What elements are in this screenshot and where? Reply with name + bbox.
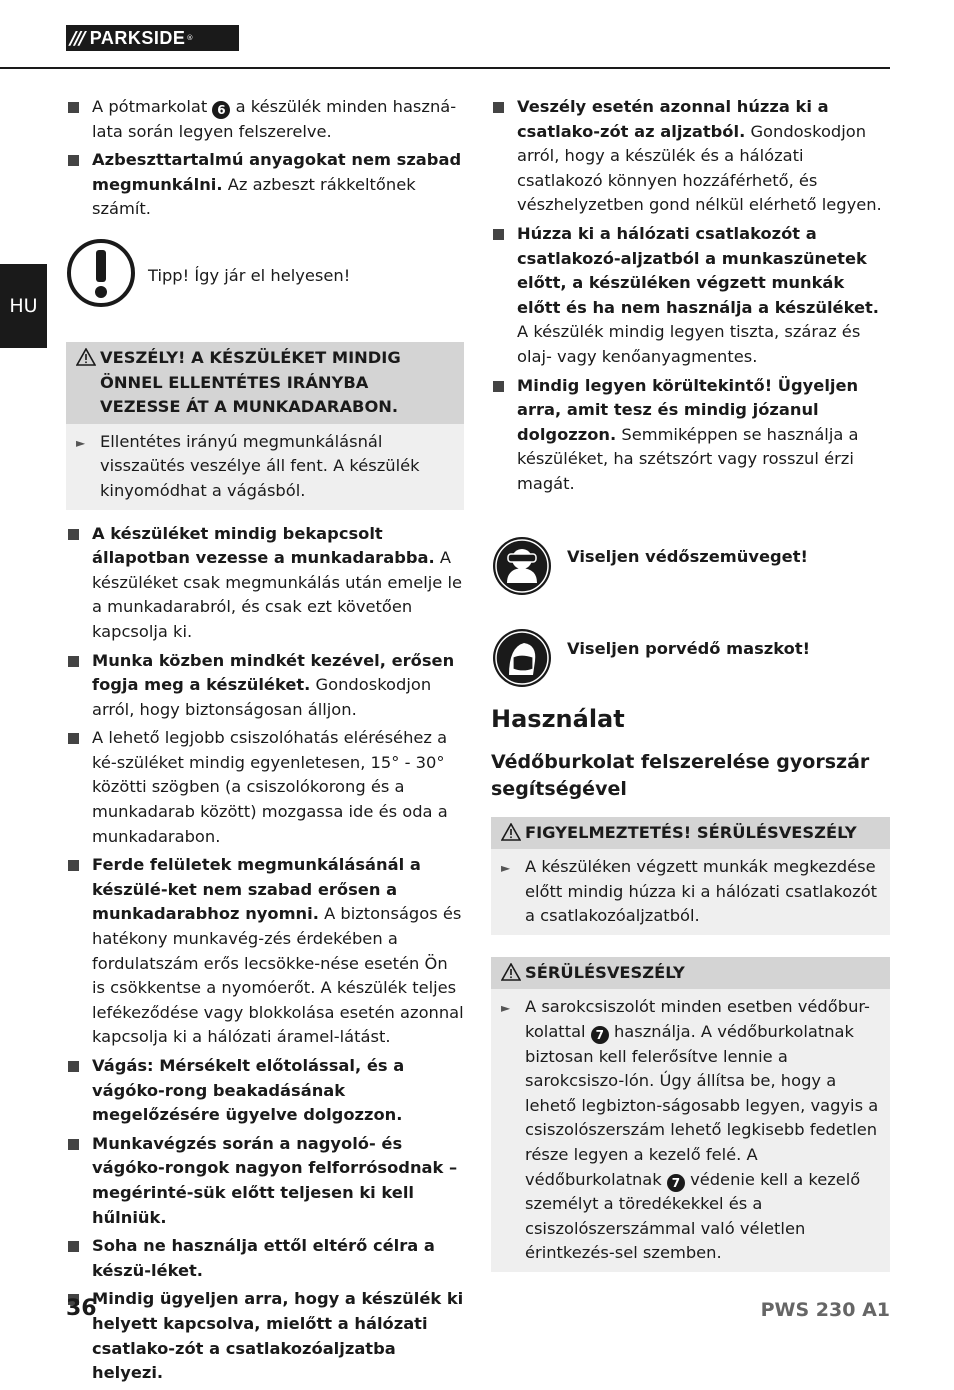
square-bullet-icon <box>68 102 79 113</box>
brand-logo <box>66 25 239 51</box>
list-item: Azbeszttartalmú anyagokat nem szabad megmunkálni. Az azbeszt rákkeltőnek számít. <box>66 148 464 222</box>
warning-body: ► Ellentétes irányú megmunkálásnál visszaütés veszélye áll fent. A készülék kinyomódhat a vágásból. <box>76 431 420 500</box>
warning-box <box>66 342 464 510</box>
warning-box <box>491 817 890 935</box>
square-bullet-icon <box>68 529 79 540</box>
tip-note <box>66 238 464 328</box>
sign-mask-label: Viseljen porvédő maszkot! <box>567 638 811 658</box>
warning-triangle-icon <box>76 348 96 366</box>
logo-slashes: /// <box>70 27 84 49</box>
list-item: Vágás: Mérsékelt előtolással, és a vágóko-rong beakadásának megelőzésére ügyelve dolgozzon. <box>66 1054 464 1128</box>
subsection-title: Védőburkolat felszerelése gyorszár segítségével <box>491 750 870 800</box>
list-item: Veszély esetén azonnal húzza ki a csatlako-zót az aljzatból. Gondoskodjon arról, hogy a készülék és a hálózati csatlakozó könnyen hozzáférhető, és vészhelyzetben gond nélkül elérhető legyen. <box>491 95 890 218</box>
page-number: 36 <box>66 1296 97 1321</box>
safety-goggles-icon <box>491 535 553 597</box>
list-item: Ferde felületek megmunkálásánál a készülé-ket nem szabad erősen a munkadarabhoz nyomni. A biztonságos és hatékony munkavég-zés érdekében a fordulatszám erős lecsökke-nése esetén Ön is csökkentse a nyomóerőt. A készülék teljes lefékeződése vagy blokkolása esetén azonnal kapcsolja ki a hálózati áramel-látást. <box>66 853 464 1050</box>
arrow-right-icon: ► <box>501 861 511 876</box>
list-item: Mindig legyen körültekintő! Ügyeljen arra, amit tesz és mindig józanul dolgozzon. Semmiképpen se használja a készüléket, ha szétszórt vagy rosszul érzi magát. <box>491 374 890 497</box>
list-item: A készüléket mindig bekapcsolt állapotban vezesse a munkadarabba. A készüléket csak megmunkálás után emelje le a munkadarabról, és csak ezt követően kapcsolja ki. <box>66 522 464 645</box>
square-bullet-icon <box>68 155 79 166</box>
arrow-right-icon: ► <box>76 435 86 450</box>
safety-sign-goggles <box>491 535 890 597</box>
square-bullet-icon <box>493 229 504 240</box>
square-bullet-icon <box>68 860 79 871</box>
list-item: A pótmarkolat 6 a készülék minden haszná-lata során legyen felszerelve. <box>66 95 464 144</box>
callout-number-icon: 7 <box>667 1174 685 1192</box>
square-bullet-icon <box>493 381 504 392</box>
square-bullet-icon <box>68 656 79 667</box>
tip-text: Tipp! Így jár el helyesen! <box>148 265 351 285</box>
header-rule <box>0 67 890 69</box>
callout-number-icon: 7 <box>591 1026 609 1044</box>
list-item: A lehető legjobb csiszolóhatás eléréséhez a ké-szüléket mindig egyenletesen, 15° - 30° közötti szögben (a csiszolókorong és a munkadarab között) mozgassa ide és oda a munkadarabon. <box>66 726 464 849</box>
list-item: Húzza ki a hálózati csatlakozót a csatlakozó-aljzatból a munkaszünetek előtt, a készüléken végzett munkák előtt és ha nem használja a készüléket. A készülék mindig legyen tiszta, száraz és olaj- vagy kenőanyagmentes. <box>491 222 890 370</box>
warning-heading: FIGYELMEZTETÉS! SÉRÜLÉSVESZÉLY <box>491 817 890 850</box>
logo-registered-mark: ® <box>186 34 194 42</box>
list-item: Munka közben mindkét kezével, erősen fogja meg a készüléket. Gondoskodjon arról, hogy biztonságosan álljon. <box>66 649 464 723</box>
exclamation-circle-icon <box>66 238 136 308</box>
warning-triangle-icon <box>501 823 521 841</box>
model-name: PWS 230 A1 <box>760 1299 890 1321</box>
safety-sign-mask <box>491 627 890 689</box>
list-item: Mindig ügyeljen arra, hogy a készülék ki helyett kapcsolva, mielőtt a hálózati csatlako-zót a csatlakozóaljzatba helyezi. <box>66 1287 464 1385</box>
warning-triangle-icon <box>501 963 521 981</box>
right-column <box>491 95 890 1284</box>
square-bullet-icon <box>68 1061 79 1072</box>
warning-heading: VESZÉLY! A KÉSZÜLÉKET MINDIG ÖNNEL ELLENTÉTES IRÁNYBA VEZESSE ÁT A MUNKADARABON. <box>66 342 464 424</box>
square-bullet-icon <box>68 1241 79 1252</box>
list-item: Munkavégzés során a nagyoló- és vágóko-rongok nagyon felforrósodnak – megérinté-sük előtt teljesen ki kell hűlniük. <box>66 1132 464 1230</box>
dust-mask-icon <box>491 627 553 689</box>
warning-body: ► A készüléken végzett munkák megkezdése előtt mindig húzza ki a hálózati csatlakozót a csatlakozóaljzatból. <box>501 857 878 926</box>
section-title: Használat <box>491 704 625 733</box>
sign-goggles-label: Viseljen védőszemüveget! <box>567 546 808 566</box>
square-bullet-icon <box>493 102 504 113</box>
warning-heading: SÉRÜLÉSVESZÉLY <box>491 957 890 990</box>
arrow-right-icon: ► <box>501 1001 511 1016</box>
callout-number-icon: 6 <box>212 101 230 119</box>
square-bullet-icon <box>68 733 79 744</box>
warning-body: ► A sarokcsiszolót minden esetben védőbur-kolattal 7 használja. A védőburkolatnak biztosan kell felerősítve lennie a sarokcsiszo-lón. Úgy állítsa be, hogy a lehető legbizton-ságosabb legyen, vagyis a csiszolószerszám lehető legkisebb fedetlen része legyen a kezelő felé. A védőburkolatnak 7 védenie kell a kezelő személyt a töredékekkel és a csiszolószerszámmal való véletlen érintkezés-sel szemben. <box>501 997 879 1263</box>
logo-text: PARKSIDE <box>89 27 186 48</box>
warning-box <box>491 957 890 1272</box>
square-bullet-icon <box>68 1139 79 1150</box>
list-item: Soha ne használja ettől eltérő célra a készü-léket. <box>66 1234 464 1283</box>
language-tab: HU <box>0 264 47 348</box>
left-column <box>66 95 464 1390</box>
